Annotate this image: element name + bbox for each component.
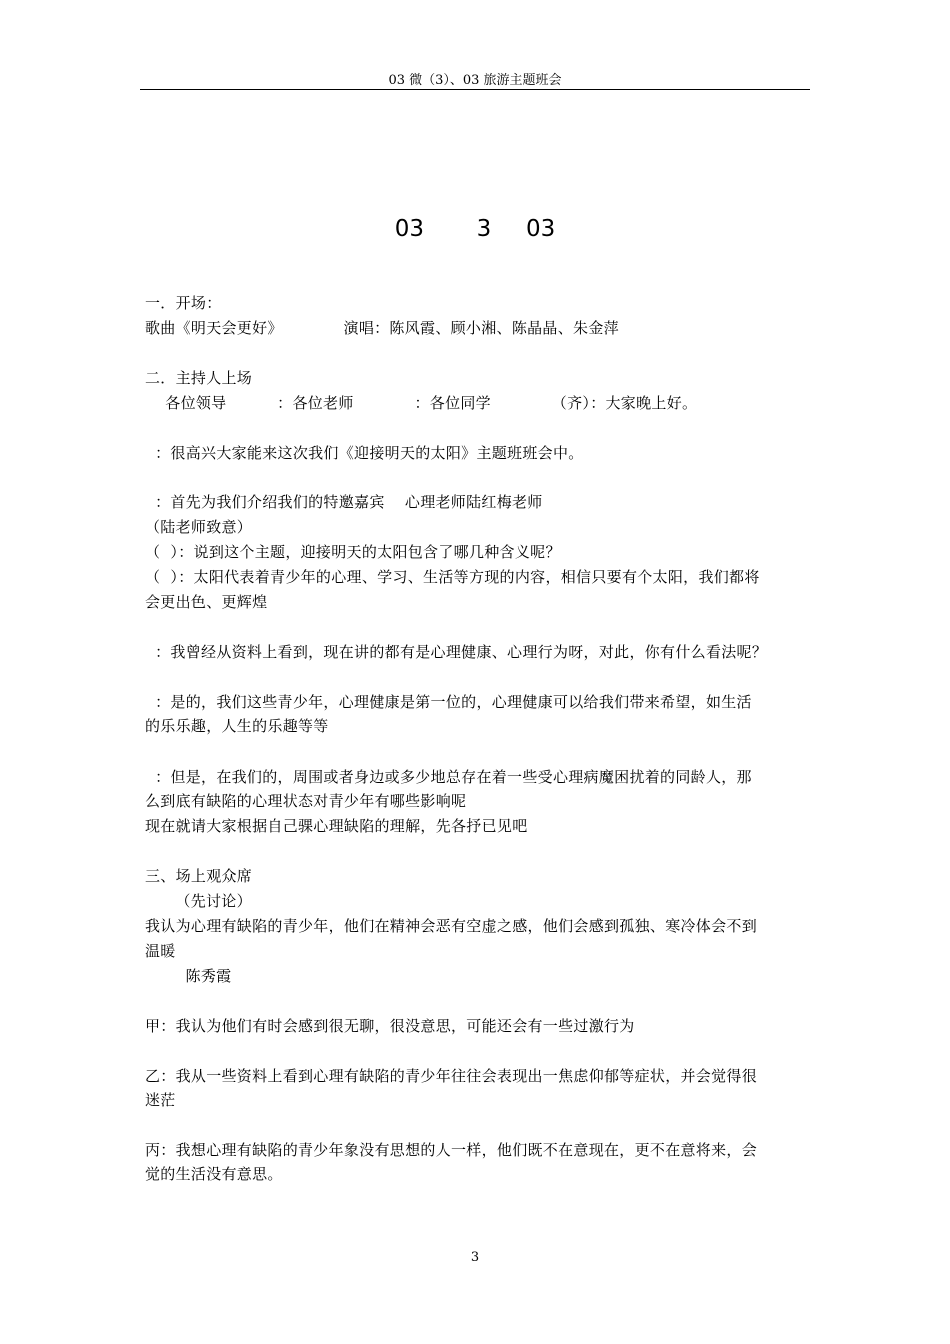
discussion-note: （先讨论）	[145, 892, 252, 910]
dialogue-line: 丙：我想心理有缺陷的青少年象没有思想的人一样，他们既不在意现在，更不在意将来，会	[145, 1141, 758, 1159]
title-part-3: 03	[525, 216, 556, 242]
section-host-heading: 二．主持人上场	[145, 369, 253, 387]
dialogue-line: （ ）：太阳代表着青少年的心理、学习、生活等方现的内容，相信只要有个太阳，我们都将	[145, 568, 760, 586]
dialogue-line: （陆老师致意）	[145, 518, 253, 536]
dialogue-line: ：首先为我们介绍我们的特邀嘉宾 心理老师陆红梅老师	[145, 493, 543, 511]
dialogue-line: 乙：我从一些资料上看到心理有缺陷的青少年往往会表现出一焦虑仰郁等症状，并会觉得很	[145, 1067, 758, 1085]
document-title	[0, 216, 950, 242]
section-opening-heading: 一．开场：	[145, 294, 222, 312]
dialogue-line: 会更出色、更辉煌	[145, 593, 268, 611]
dialogue-line: 现在就请大家根据自己骒心理缺陷的理解，先各抒已见吧	[145, 817, 528, 835]
dialogue-line: 甲：我认为他们有时会感到很无聊，很没意思，可能还会有一些过激行为	[145, 1017, 635, 1035]
dialogue-line: ：是的，我们这些青少年，心理健康是第一位的，心理健康可以给我们带来希望，如生活	[145, 693, 752, 711]
title-part-2: 3	[476, 216, 492, 242]
dialogue-line: 温暖	[145, 942, 176, 960]
dialogue-line: ：我曾经从资料上看到，现在讲的都有是心理健康、心理行为呀，对此，你有什么看法呢？	[145, 643, 768, 661]
dialogue-line: （ ）：说到这个主题，迎接明天的太阳包含了哪几种含义呢？	[145, 543, 561, 561]
dialogue-line: 的乐乐趣，人生的乐趣等等	[145, 717, 329, 735]
dialogue-line: 么到底有缺陷的心理状态对青少年有哪些影响呢	[145, 792, 467, 810]
dialogue-line: 我认为心理有缺陷的青少年，他们在精神会恶有空虚之感，他们会感到孤独、寒冷体会不到	[145, 917, 758, 935]
speaker-name: 陈秀霞	[145, 967, 232, 985]
greeting-line: 各位领导 ：各位老师 ：各位同学 （齐）：大家晚上好。	[145, 394, 698, 412]
page-number: 3	[470, 1250, 480, 1265]
dialogue-line: ：但是，在我们的，周围或者身边或多少地总存在着一些受心理病魔困扰着的同龄人，那	[145, 768, 752, 786]
dialogue-line: 觉的生活没有意思。	[145, 1165, 283, 1183]
dialogue-line: 迷茫	[145, 1091, 176, 1109]
dialogue-line: ：很高兴大家能来这次我们《迎接明天的太阳》主题班班会中。	[145, 444, 584, 462]
page-header: 03 微（3）、03 旅游主题班会	[388, 73, 562, 88]
header-divider	[140, 89, 810, 90]
title-part-1: 03	[394, 216, 425, 242]
song-line: 歌曲《明天会更好》 演唱：陈风霞、顾小湘、陈晶晶、朱金萍	[145, 319, 619, 337]
section-audience-heading: 三、场上观众席	[145, 867, 253, 885]
